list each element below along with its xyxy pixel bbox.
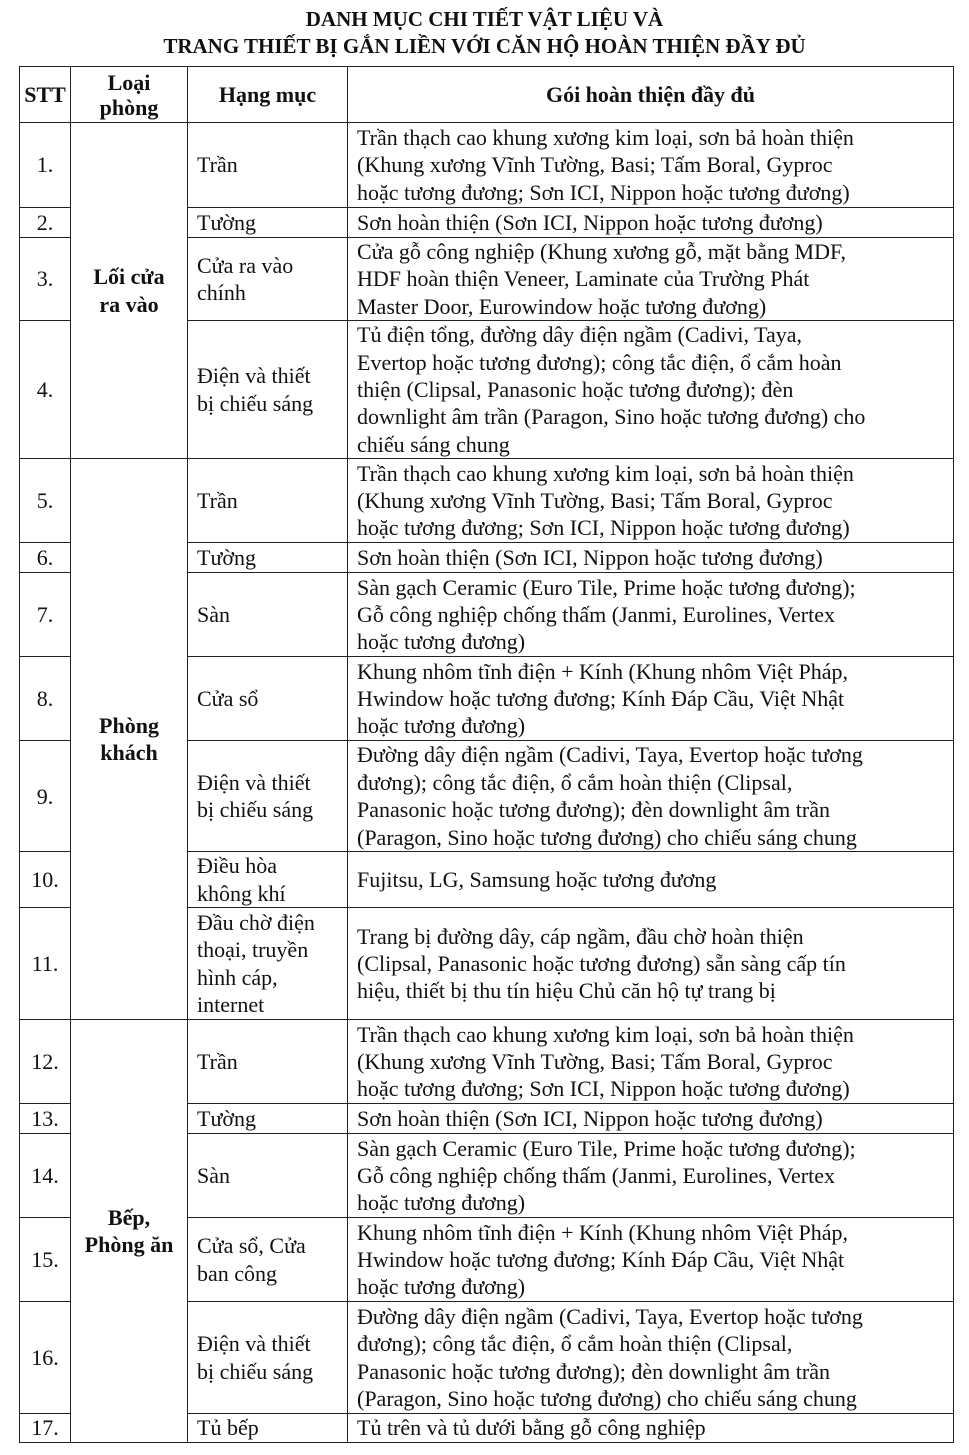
package-cell xyxy=(348,852,954,908)
item-cell xyxy=(188,852,348,908)
item-cell xyxy=(188,321,348,459)
item-cell xyxy=(188,741,348,852)
stt-cell: 7. xyxy=(20,573,71,657)
item-line: Điện và thiết xyxy=(197,769,311,795)
room-type-cell xyxy=(71,1020,188,1442)
item-cell xyxy=(188,573,348,657)
item-line: Cửa sổ xyxy=(197,686,259,712)
package-cell xyxy=(348,1134,954,1218)
package-line: Sơn hoàn thiện (Sơn ICI, Nippon hoặc tương đương) xyxy=(357,209,823,235)
package-line: Sàn gạch Ceramic (Euro Tile, Prime hoặc tương đương); xyxy=(357,574,856,600)
package-line: (Khung xương Vĩnh Tường, Basi; Tấm Boral, Gyproc xyxy=(357,152,833,178)
package-line: Cửa gỗ công nghiệp (Khung xương gỗ, mặt bằng MDF, xyxy=(357,239,846,264)
package-line: Sàn gạch Ceramic (Euro Tile, Prime hoặc tương đương); xyxy=(357,1135,856,1161)
stt-cell: 1. xyxy=(20,123,71,208)
room-type-cell xyxy=(71,459,188,1020)
package-line: Gỗ công nghiệp chống thấm (Janmi, Eurolines, Vertex xyxy=(357,602,835,628)
package-line: hoặc tương đương) xyxy=(357,629,526,655)
package-line: Trần thạch cao khung xương kim loại, sơn bả hoàn thiện xyxy=(357,124,854,150)
package-line: Gỗ công nghiệp chống thấm (Janmi, Eurolines, Vertex xyxy=(357,1163,835,1189)
package-line: Trần thạch cao khung xương kim loại, sơn bả hoàn thiện xyxy=(357,1021,854,1047)
package-line: Master Door, Eurowindow hoặc tương đương) xyxy=(357,293,767,319)
item-line: bị chiếu sáng xyxy=(197,1358,314,1384)
package-line: Panasonic hoặc tương đương); đèn downlight âm trần xyxy=(357,797,830,823)
package-line: hoặc tương đương) xyxy=(357,1274,526,1300)
item-cell xyxy=(188,1302,348,1414)
item-line: Trần xyxy=(197,152,238,178)
title-line-1: DANH MỤC CHI TIẾT VẬT LIỆU VÀ xyxy=(305,7,664,31)
header-room-type xyxy=(71,67,188,123)
package-cell xyxy=(348,123,954,208)
package-line: hoặc tương đương; Sơn ICI, Nippon hoặc tương đương) xyxy=(357,179,850,205)
item-cell xyxy=(188,238,348,321)
package-line: đương); công tắc điện, ổ cắm hoàn thiện (Clipsal, xyxy=(357,769,793,795)
room-type-line: ra vào xyxy=(99,291,159,317)
package-line: (Khung xương Vĩnh Tường, Basi; Tấm Boral, Gyproc xyxy=(357,1049,833,1075)
stt-cell: 17. xyxy=(20,1414,71,1442)
package-line: Trần thạch cao khung xương kim loại, sơn bả hoàn thiện xyxy=(357,460,854,486)
header-row xyxy=(20,67,954,123)
item-cell xyxy=(188,908,348,1020)
package-line: Panasonic hoặc tương đương); đèn downlight âm trần xyxy=(357,1358,830,1384)
package-line: thiện (Clipsal, Panasonic hoặc tương đương); đèn xyxy=(357,377,794,403)
item-line: Trần xyxy=(197,1049,238,1075)
stt-cell: 5. xyxy=(20,459,71,543)
stt-cell: 16. xyxy=(20,1302,71,1414)
package-line: Tủ điện tổng, đường dây điện ngầm (Cadivi, Taya, xyxy=(357,322,803,348)
package-cell xyxy=(348,543,954,573)
package-line: Đường dây điện ngầm (Cadivi, Taya, Evertop hoặc tương xyxy=(357,1303,863,1329)
package-cell xyxy=(348,1218,954,1302)
item-line: chính xyxy=(197,280,246,306)
materials-table xyxy=(19,66,954,1443)
package-cell xyxy=(348,908,954,1020)
item-cell xyxy=(188,1218,348,1302)
table-row xyxy=(20,1020,954,1104)
stt-cell: 15. xyxy=(20,1218,71,1302)
stt-cell: 14. xyxy=(20,1134,71,1218)
item-cell xyxy=(188,123,348,208)
item-cell xyxy=(188,208,348,238)
package-line: Hwindow hoặc tương đương; Kính Đáp Cầu, Việt Nhật xyxy=(357,686,845,712)
package-cell xyxy=(348,208,954,238)
package-line: downlight âm trần (Paragon, Sino hoặc tương đương) cho xyxy=(357,404,866,430)
package-line: HDF hoàn thiện Veneer, Laminate của Trường Phát xyxy=(357,266,810,292)
item-line: Điều hòa xyxy=(197,853,278,879)
item-line: thoại, truyền xyxy=(197,937,309,963)
stt-cell: 4. xyxy=(20,321,71,459)
stt-cell: 9. xyxy=(20,741,71,852)
item-cell xyxy=(188,543,348,573)
item-line: không khí xyxy=(197,880,286,906)
package-line: Sơn hoàn thiện (Sơn ICI, Nippon hoặc tương đương) xyxy=(357,1106,823,1132)
package-line: (Khung xương Vĩnh Tường, Basi; Tấm Boral, Gyproc xyxy=(357,488,833,514)
item-line: bị chiếu sáng xyxy=(197,390,314,416)
package-line: đương); công tắc điện, ổ cắm hoàn thiện (Clipsal, xyxy=(357,1331,793,1357)
package-cell xyxy=(348,1104,954,1134)
package-line: hoặc tương đương) xyxy=(357,713,526,739)
item-cell xyxy=(188,657,348,741)
item-cell xyxy=(188,1134,348,1218)
item-line: ban công xyxy=(197,1260,278,1286)
item-line: Sàn xyxy=(197,602,230,628)
package-line: Trang bị đường dây, cáp ngầm, đầu chờ hoàn thiện xyxy=(357,923,804,949)
room-type-cell xyxy=(71,123,188,459)
room-type-line: Bếp, xyxy=(107,1204,151,1230)
room-type-line: Phòng ăn xyxy=(84,1231,174,1257)
room-type-line: Lối cửa xyxy=(93,264,165,290)
stt-cell: 3. xyxy=(20,238,71,321)
package-cell xyxy=(348,1020,954,1104)
package-cell xyxy=(348,573,954,657)
package-cell xyxy=(348,741,954,852)
package-line: Sơn hoàn thiện (Sơn ICI, Nippon hoặc tương đương) xyxy=(357,545,823,571)
package-line: hoặc tương đương; Sơn ICI, Nippon hoặc tương đương) xyxy=(357,515,850,541)
package-line: Tủ trên và tủ dưới bằng gỗ công nghiệp xyxy=(357,1415,706,1441)
package-line: chiếu sáng chung xyxy=(357,431,510,457)
package-line: (Clipsal, Panasonic hoặc tương đương) sẵn sàng cấp tín xyxy=(357,951,846,977)
item-cell xyxy=(188,1020,348,1104)
header-package: Gói hoàn thiện đầy đủ xyxy=(348,67,954,123)
package-cell xyxy=(348,321,954,459)
item-line: bị chiếu sáng xyxy=(197,797,314,823)
package-cell xyxy=(348,459,954,543)
package-line: hoặc tương đương; Sơn ICI, Nippon hoặc tương đương) xyxy=(357,1076,850,1102)
stt-cell: 12. xyxy=(20,1020,71,1104)
package-line: Fujitsu, LG, Samsung hoặc tương đương xyxy=(357,867,717,893)
item-line: Cửa ra vào xyxy=(197,252,294,278)
stt-cell: 2. xyxy=(20,208,71,238)
item-cell xyxy=(188,459,348,543)
stt-cell: 11. xyxy=(20,908,71,1020)
package-line: (Paragon, Sino hoặc tương đương) cho chiếu sáng chung xyxy=(357,824,857,850)
item-line: Tường xyxy=(197,545,256,571)
item-line: Điện và thiết xyxy=(197,1331,311,1357)
item-cell xyxy=(188,1414,348,1442)
package-line: Hwindow hoặc tương đương; Kính Đáp Cầu, Việt Nhật xyxy=(357,1247,845,1273)
item-line: Trần xyxy=(197,488,238,514)
package-line: hoặc tương đương) xyxy=(357,1190,526,1216)
table-body xyxy=(20,123,954,1443)
item-line: Cửa sổ, Cửa xyxy=(197,1233,306,1259)
stt-cell: 8. xyxy=(20,657,71,741)
item-cell xyxy=(188,1104,348,1134)
package-cell xyxy=(348,238,954,321)
header-stt: STT xyxy=(20,67,71,123)
item-line: internet xyxy=(197,992,265,1018)
package-line: Đường dây điện ngầm (Cadivi, Taya, Evertop hoặc tương xyxy=(357,742,863,768)
package-line: Evertop hoặc tương đương); công tắc điện, ổ cắm hoàn xyxy=(357,349,842,375)
item-line: Đầu chờ điện xyxy=(197,909,315,935)
stt-cell: 6. xyxy=(20,543,71,573)
item-line: Điện và thiết xyxy=(197,363,311,389)
stt-cell: 10. xyxy=(20,852,71,908)
item-line: Tường xyxy=(197,209,256,235)
item-line: Tủ bếp xyxy=(197,1415,259,1441)
document-title xyxy=(0,6,969,60)
table-row xyxy=(20,123,954,208)
item-line: Tường xyxy=(197,1106,256,1132)
room-type-line: Phòng xyxy=(99,712,159,738)
item-line: Sàn xyxy=(197,1163,230,1189)
stt-cell: 13. xyxy=(20,1104,71,1134)
package-cell xyxy=(348,1302,954,1414)
package-line: Khung nhôm tĩnh điện + Kính (Khung nhôm Việt Pháp, xyxy=(357,658,848,684)
item-line: hình cáp, xyxy=(197,964,278,990)
table-row xyxy=(20,459,954,543)
header-room-line-1: Loại xyxy=(107,69,151,95)
package-cell xyxy=(348,657,954,741)
room-type-line: khách xyxy=(100,740,158,766)
package-line: Khung nhôm tĩnh điện + Kính (Khung nhôm Việt Pháp, xyxy=(357,1219,848,1245)
package-cell xyxy=(348,1414,954,1442)
header-room-line-2: phòng xyxy=(99,94,159,120)
header-item: Hạng mục xyxy=(188,67,348,123)
package-line: hiệu, thiết bị thu tín hiệu Chủ căn hộ tự trang bị xyxy=(357,978,776,1004)
title-line-2: TRANG THIẾT BỊ GẮN LIỀN VỚI CĂN HỘ HOÀN THIỆN ĐẦY ĐỦ xyxy=(163,34,806,58)
package-line: (Paragon, Sino hoặc tương đương) cho chiếu sáng chung xyxy=(357,1386,857,1412)
